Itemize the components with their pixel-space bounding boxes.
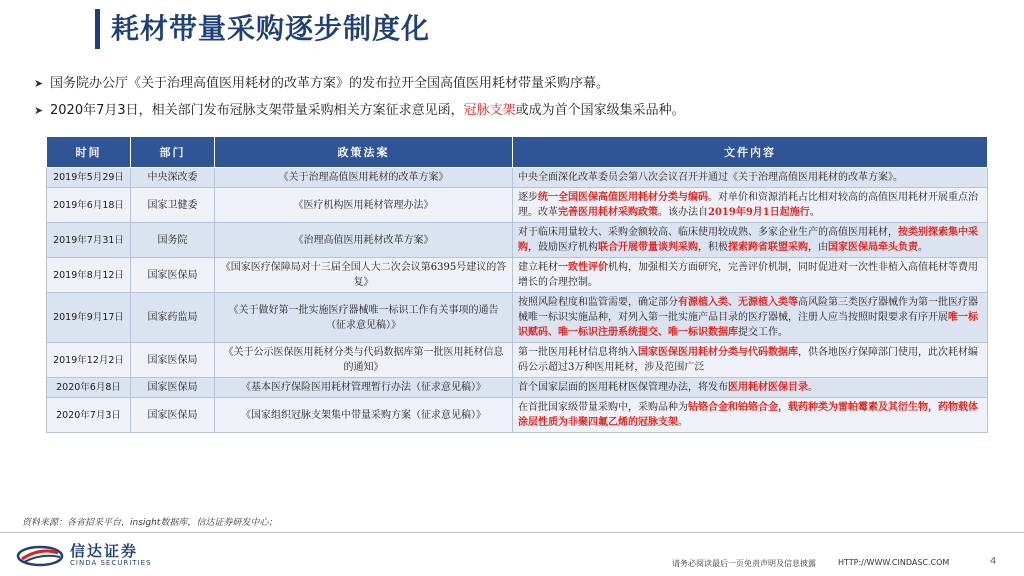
content-text: 建立耗材 (518, 262, 558, 273)
cell-policy: 《关于做好第一批实施医疗器械唯一标识工作有关事项的通告（征求意见稿）》 (215, 293, 513, 343)
content-highlight: 2019年9月1日起施行 (708, 207, 810, 218)
content-text: 高风险第三类医疗器械作为第一批医疗器械唯一标识实施品种，对列入第一批实施产品目录的医疗器械，注册人应当按照时限要求有序开展 (518, 297, 978, 323)
table-row (47, 258, 988, 293)
cell-date: 2020年7月3日 (47, 398, 131, 433)
bullet-list (34, 70, 1014, 124)
page-number: 4 (990, 556, 997, 567)
column-header-content: 文件内容 (513, 137, 988, 168)
source-note: 资料来源：各省招采平台，insight数据库，信达证券研发中心； (22, 518, 278, 528)
table-row (47, 378, 988, 398)
cell-policy: 《医疗机构医用耗材管理办法》 (215, 188, 513, 223)
cell-dept: 国家医保局 (131, 343, 215, 378)
column-header-dept: 部门 (131, 137, 215, 168)
content-text: 对于临床用量较大、采购金额较高、临床使用较成熟、多家企业生产的高值医用耗材， (518, 227, 898, 238)
company-logo (16, 543, 151, 568)
cell-dept: 国家医保局 (131, 258, 215, 293)
content-highlight: 有源植入类、无源植入类等 (678, 297, 798, 308)
cell-content (513, 293, 988, 343)
content-text: 第一批医用耗材信息将纳入 (518, 347, 638, 358)
content-highlight: 国家医保医用耗材分类与代码数据库 (638, 347, 798, 358)
content-text: 在首批国家级带量采购中，采购品种为 (518, 402, 688, 413)
website-link[interactable]: HTTP://WWW.CINDASC.COM (838, 558, 950, 567)
bullet-item (34, 70, 1014, 97)
cell-date: 2019年9月17日 (47, 293, 131, 343)
content-text: 。该办法自 (658, 207, 708, 218)
bullet-text-part: 或成为首个国家级集采品种。 (515, 103, 685, 118)
cell-policy: 《国家组织冠脉支架集中带量采购方案（征求意见稿）》 (215, 398, 513, 433)
cell-date: 2019年12月2日 (47, 343, 131, 378)
bullet-highlight: 冠脉支架 (463, 103, 516, 118)
column-header-date: 时间 (47, 137, 131, 168)
disclaimer-note: 请务必阅读最后一页免责声明及信息披露 (672, 559, 816, 568)
bullet-arrow-icon: ➤ (34, 104, 44, 117)
cell-policy: 《关于治理高值医用耗材的改革方案》 (215, 168, 513, 188)
content-text: ，供各地医疗保障部门使用，此次耗材编码公示超过3万种医用耗材，涉及范围广泛 (518, 347, 978, 373)
cell-date: 2019年8月12日 (47, 258, 131, 293)
column-header-policy: 政策法案 (215, 137, 513, 168)
cell-content (513, 258, 988, 293)
content-text: 提交工作。 (738, 327, 788, 338)
cell-content (513, 168, 988, 188)
cell-policy: 《关于公示医保医用耗材分类与代码数据库第一批医用耗材信息的通知》 (215, 343, 513, 378)
content-highlight: 唯一标识赋码、唯一标识注册系统提交、唯一标识数据库 (518, 312, 978, 338)
cell-policy: 《国家医疗保障局对十三届全国人大二次会议第6395号建议的答复》 (215, 258, 513, 293)
policy-table (46, 136, 987, 433)
bullet-text (50, 97, 685, 124)
table-row (47, 168, 988, 188)
table-row (47, 223, 988, 258)
cell-content (513, 223, 988, 258)
cell-dept: 国务院 (131, 223, 215, 258)
table-row (47, 293, 988, 343)
table-header-row (47, 137, 988, 168)
bullet-arrow-icon: ➤ (34, 77, 44, 90)
content-text: ，积极 (698, 242, 728, 253)
content-text: ，鼓励医疗机构 (528, 242, 598, 253)
bullet-text-part: 2020年7月3日，相关部门发布冠脉支架带量采购相关方案征求意见函， (50, 103, 464, 118)
cell-date: 2019年7月31日 (47, 223, 131, 258)
cinda-logo-icon (16, 545, 64, 567)
content-highlight: 探索跨省联盟采购 (728, 242, 808, 253)
cell-dept: 国家医保局 (131, 398, 215, 433)
cell-policy: 《治理高值医用耗材改革方案》 (215, 223, 513, 258)
table-row (47, 188, 988, 223)
content-highlight: 钴铬合金和铂铬合金，载药种类为雷帕霉素及其衍生物，药物载体涂层性质为非聚四氟乙烯的冠脉支架 (518, 402, 978, 428)
bullet-text: 国务院办公厅《关于治理高值医用耗材的改革方案》的发布拉开全国高值医用耗材带量采购序幕。 (50, 76, 610, 91)
cell-date: 2019年6月18日 (47, 188, 131, 223)
cell-dept: 中央深改委 (131, 168, 215, 188)
table-row (47, 398, 988, 433)
content-highlight: 医用耗材医保目录 (728, 382, 808, 393)
content-text: 首个国家层面的医用耗材医保管理办法，将发布 (518, 382, 728, 393)
cell-dept: 国家医保局 (131, 378, 215, 398)
content-highlight: 完善医用耗材采购政策 (558, 207, 658, 218)
logo-chinese-name: 信达证券 (70, 542, 139, 560)
content-text: 按照风险程度和监管需要，确定部分 (518, 297, 678, 308)
content-text: 中央全面深化改革委员会第八次会议召开并通过《关于治理高值医用耗材的改革方案》。 (518, 172, 903, 183)
content-highlight: 按类别探索集中采购 (518, 227, 978, 253)
content-text: 逐步 (518, 192, 538, 203)
cell-content (513, 343, 988, 378)
content-highlight: 一致性评价 (558, 262, 608, 273)
content-text: 。 (808, 382, 818, 393)
table-row (47, 343, 988, 378)
cell-dept: 国家药监局 (131, 293, 215, 343)
title-accent-bar (95, 9, 100, 49)
content-text: 。 (809, 207, 820, 218)
cell-content (513, 188, 988, 223)
cell-dept: 国家卫健委 (131, 188, 215, 223)
content-text: 机构，加强相关方面研究，完善评价机制，同时促进对一次性非植入高值耗材等费用增长的合理控制。 (518, 262, 978, 288)
cell-date: 2019年5月29日 (47, 168, 131, 188)
page-title: 耗材带量采购逐步制度化 (111, 12, 431, 45)
content-highlight: 统一全国医保高值医用耗材分类与编码 (538, 192, 708, 203)
content-highlight: 国家医保局牵头负责 (828, 242, 918, 253)
content-text: ，由 (808, 242, 828, 253)
logo-english-name: CINDA SECURITIES (70, 559, 152, 567)
table-body (47, 168, 988, 433)
bullet-item (34, 97, 1014, 124)
cell-date: 2020年6月8日 (47, 378, 131, 398)
content-text: 。 (678, 417, 688, 428)
cell-content (513, 398, 988, 433)
cell-policy: 《基本医疗保险医用耗材管理暂行办法（征求意见稿）》 (215, 378, 513, 398)
cell-content (513, 378, 988, 398)
footer-divider (0, 532, 1024, 533)
content-text: 。 (918, 242, 928, 253)
content-text: 。对单价和资源消耗占比相对较高的高值医用耗材开展重点治理。改革 (518, 192, 978, 218)
content-highlight: 联合开展带量谈判采购 (598, 242, 698, 253)
